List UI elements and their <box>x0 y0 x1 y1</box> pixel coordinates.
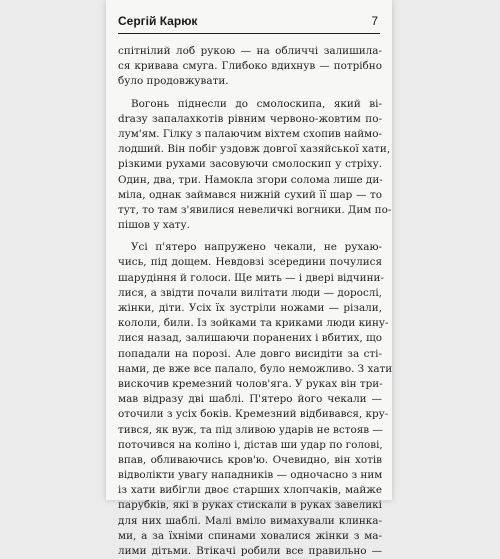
text-line: лодший. Він побіг уздовж довгої хазяйської хати, <box>118 143 391 156</box>
text-line: лум'ям. Гілку з палаючим віхтем схопив наймо- <box>118 127 382 140</box>
text-line: для них шаблі. Малі вміло вимахували клинка- <box>118 514 382 527</box>
text-line: тився, як вуж, та під зливою ударів не встояв — <box>118 423 383 436</box>
text-line: шарудіння й голоси. Ще мить — і двері відчини- <box>118 271 384 284</box>
text-line: було продовжувати. <box>118 75 229 88</box>
text-line: вискочив кремезний чолов'яга. У руках він три- <box>118 377 383 390</box>
text-line: впав, обливаючись кров'ю. Очевидно, він хотів <box>118 453 382 466</box>
text-line: лими дітьми. Втікачі робили все правильно — <box>118 545 382 557</box>
text-line: ся кривава смуга. Глибоко вдихнув — потрібно <box>118 60 382 73</box>
text-line: мав вiдразу дві шаблі. П'ятеро його чекали — <box>118 393 382 406</box>
text-line: Усі п'ятеро напружено чекали, не рухаю- <box>131 241 382 254</box>
paragraph-gap <box>118 90 382 97</box>
header-rule <box>118 33 380 34</box>
text-line: парубків, які в руках стискали в руках завеликі <box>118 499 382 512</box>
text-line: Вогонь піднесли до смолоскипа, який ві- <box>131 97 382 110</box>
text-line: лися, а звідти почали вилітати люди — дорослі, <box>118 286 382 299</box>
paragraph <box>118 240 393 559</box>
author-name: Сергій Карюк <box>118 14 198 28</box>
paragraph <box>118 97 392 234</box>
text-line: ми, а за їхніми спинами ховалися жінки з ма- <box>118 529 382 542</box>
text-line: нами, де вже все палало, було неможливо. З хати <box>118 362 393 375</box>
running-header <box>118 14 380 32</box>
text-line: пішов у хату. <box>118 219 190 232</box>
text-line: із хати вибігли двоє старших хлопчаків, майже <box>118 484 382 497</box>
text-line: спітнілий лоб рукою — на обличчі залишила- <box>118 45 382 57</box>
text-line: міла, однак займався нижній сухий її шар — то <box>118 188 382 201</box>
text-line: кололи, били. Із зойками та криками люди кину- <box>118 317 389 330</box>
text-line: різкими рухами засовуючи смолоскип у стріху. <box>118 158 382 171</box>
text-line: Один, два, три. Намокла згори солома лише ди- <box>118 173 383 186</box>
paragraph <box>118 44 382 90</box>
text-line: жінки, діти. Усіх їх зустріли ножами — різали, <box>118 302 382 314</box>
text-line: поточився на коліно і, дістав ши удар по голові, <box>118 438 383 451</box>
text-line: оточили з усіх боків. Кремезний відбивався, кру- <box>118 408 389 421</box>
text-line: draзу запалахкотів рівним червоно-жовтим по- <box>118 112 382 125</box>
text-line: чись, під дощем. Невдовзі зсередини почулися <box>118 256 382 269</box>
book-page <box>106 0 393 557</box>
text-line: відволікти увагу нападників — одночасно з ним <box>118 469 383 482</box>
text-line: попадали на порозі. Але довго висидіти за сті- <box>118 347 382 360</box>
paragraph-gap <box>118 233 382 240</box>
body-text <box>118 44 393 559</box>
page-number: 7 <box>371 14 378 28</box>
text-line: тут, то там з'явилися невеличкі вогники. Дим по- <box>118 203 392 216</box>
text-line: лися назад, залишаючи поранених і вбитих, що <box>118 332 382 345</box>
